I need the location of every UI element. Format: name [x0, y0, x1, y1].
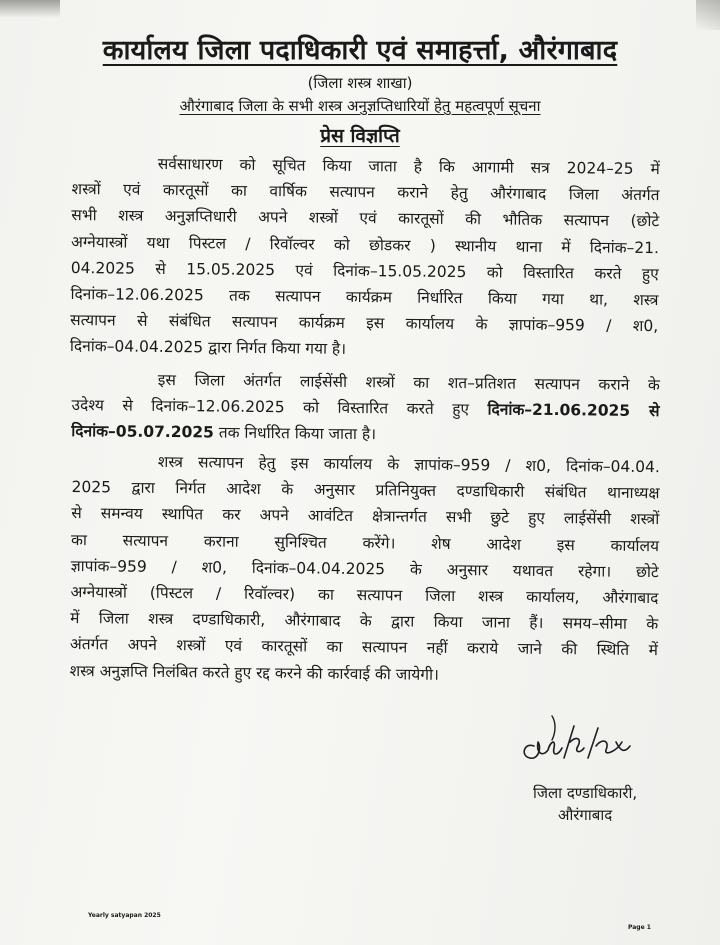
paragraph-line: शस्त्र सत्यापन हेतु इस कार्यालय के ज्ञापांक–959 / श0, दिनांक–04.04. — [157, 452, 660, 477]
paragraph-line: दिनांक–12.06.2025 तक सत्यापन कार्यक्रम निर्धारित किया गया था, शस्त्र — [70, 285, 659, 310]
paragraph-line: शस्त्र अनुज्ञप्ति निलंबित करते हुए रद्द करने की कार्रवाई की जायेगी। — [69, 661, 440, 684]
paragraph-line: सत्यापन से संबंधित सत्यापन कार्यक्रम इस कार्यालय के ज्ञापांक–959 / श0, — [70, 311, 659, 336]
paragraph-line: शस्त्रों एवं कारतूसों का वार्षिक सत्यापन कराने हेतु औरंगाबाद जिला अंतर्गत — [71, 180, 660, 205]
paragraph-line: अंतर्गत अपने शस्त्रों एवं कारतूसों का सत्यापन नहीं कराये जाने की स्थिति में — [69, 635, 659, 660]
paragraph-line: का सत्यापन कराना सुनिश्चित करेंगे। शेष आदेश इस कार्यालय — [70, 530, 660, 555]
paragraph-3 — [70, 448, 660, 690]
scan-shadow — [696, 0, 720, 30]
signatory-designation: जिला दण्डाधिकारी, — [533, 784, 638, 802]
paragraph-line: दिनांक–04.04.2025 द्वारा निर्गत किया गया है। — [69, 337, 347, 359]
paragraph-text: तक निर्धारित किया जाता है। — [213, 423, 377, 444]
paragraph-text: उदेश्य से दिनांक–12.06.2025 को विस्तारित करते हुए — [71, 396, 488, 419]
footer-filename: Yearly satyapan 2025 — [88, 912, 161, 919]
footer-page-number: Page 1 — [628, 924, 651, 931]
paragraph-line: से समन्वय स्थापित कर अपने आवंटित क्षेत्रान्तर्गत सभी छुटे हुए लाईसेंसी शस्त्रों — [71, 504, 660, 529]
paragraph-line: अग्नेयास्त्रों यथा पिस्टल / रिवॉल्वर को छोडकर ) स्थानीय थाना में दिनांक–21. — [70, 232, 660, 257]
signatory-place: औरंगाबाद — [557, 806, 613, 824]
signatory-block — [533, 782, 637, 826]
notice-subject: औरंगाबाद जिला के सभी शस्त्र अनुज्ञप्तिधारियों हेतु महत्वपूर्ण सूचना — [179, 97, 541, 115]
paragraph-line: 04.2025 से 15.05.2025 एवं दिनांक–15.05.2025 को विस्तारित करते हुए — [70, 258, 659, 283]
paragraph-line: सर्वसाधारण को सूचित किया जाता है कि आगामी सत्र 2024–25 में — [157, 154, 660, 179]
paragraph-line: इस जिला अंतर्गत लाईसेंसी शस्त्रों का शत–प्रतिशत सत्यापन कराने के — [157, 370, 660, 395]
scan-shadow — [0, 0, 60, 18]
paragraph-line: अग्नेयास्त्रों (पिस्टल / रिवॉल्वर) का सत्यापन जिला शस्त्र कार्यालय, औरंगाबाद — [70, 583, 659, 608]
paragraph-line: सभी शस्त्र अनुज्ञप्तिधारी अपने शस्त्रों एवं कारतूसों की भौतिक सत्यापन (छोटे — [71, 206, 660, 231]
branch-subheading: (जिला शस्त्र शाखा) — [307, 74, 413, 92]
paragraph-line: ज्ञापांक–959 / श0, दिनांक–04.04.2025 के अनुसार यथावत रहेगा। छोटे — [70, 556, 659, 581]
highlighted-date: दिनांक–21.06.2025 से — [487, 400, 660, 421]
paragraph-line: में जिला शस्त्र दण्डाधिकारी, औरंगाबाद के द्वारा किया जाना हैं। समय–सीमा के — [70, 609, 659, 634]
office-heading: कार्यालय जिला पदाधिकारी एवं समाहर्त्ता, औरंगाबाद — [102, 35, 618, 66]
paragraph-1 — [70, 150, 660, 366]
press-release-title: प्रेस विज्ञप्ति — [320, 125, 400, 147]
paragraph-2 — [71, 366, 660, 451]
paragraph-line: 2025 द्वारा निर्गत आदेश के अनुसार प्रतिनियुक्त दण्डाधिकारी संबंधित थानाध्यक्ष — [71, 478, 660, 503]
highlighted-date: दिनांक–05.07.2025 — [71, 422, 214, 442]
handwritten-signature — [512, 712, 642, 772]
